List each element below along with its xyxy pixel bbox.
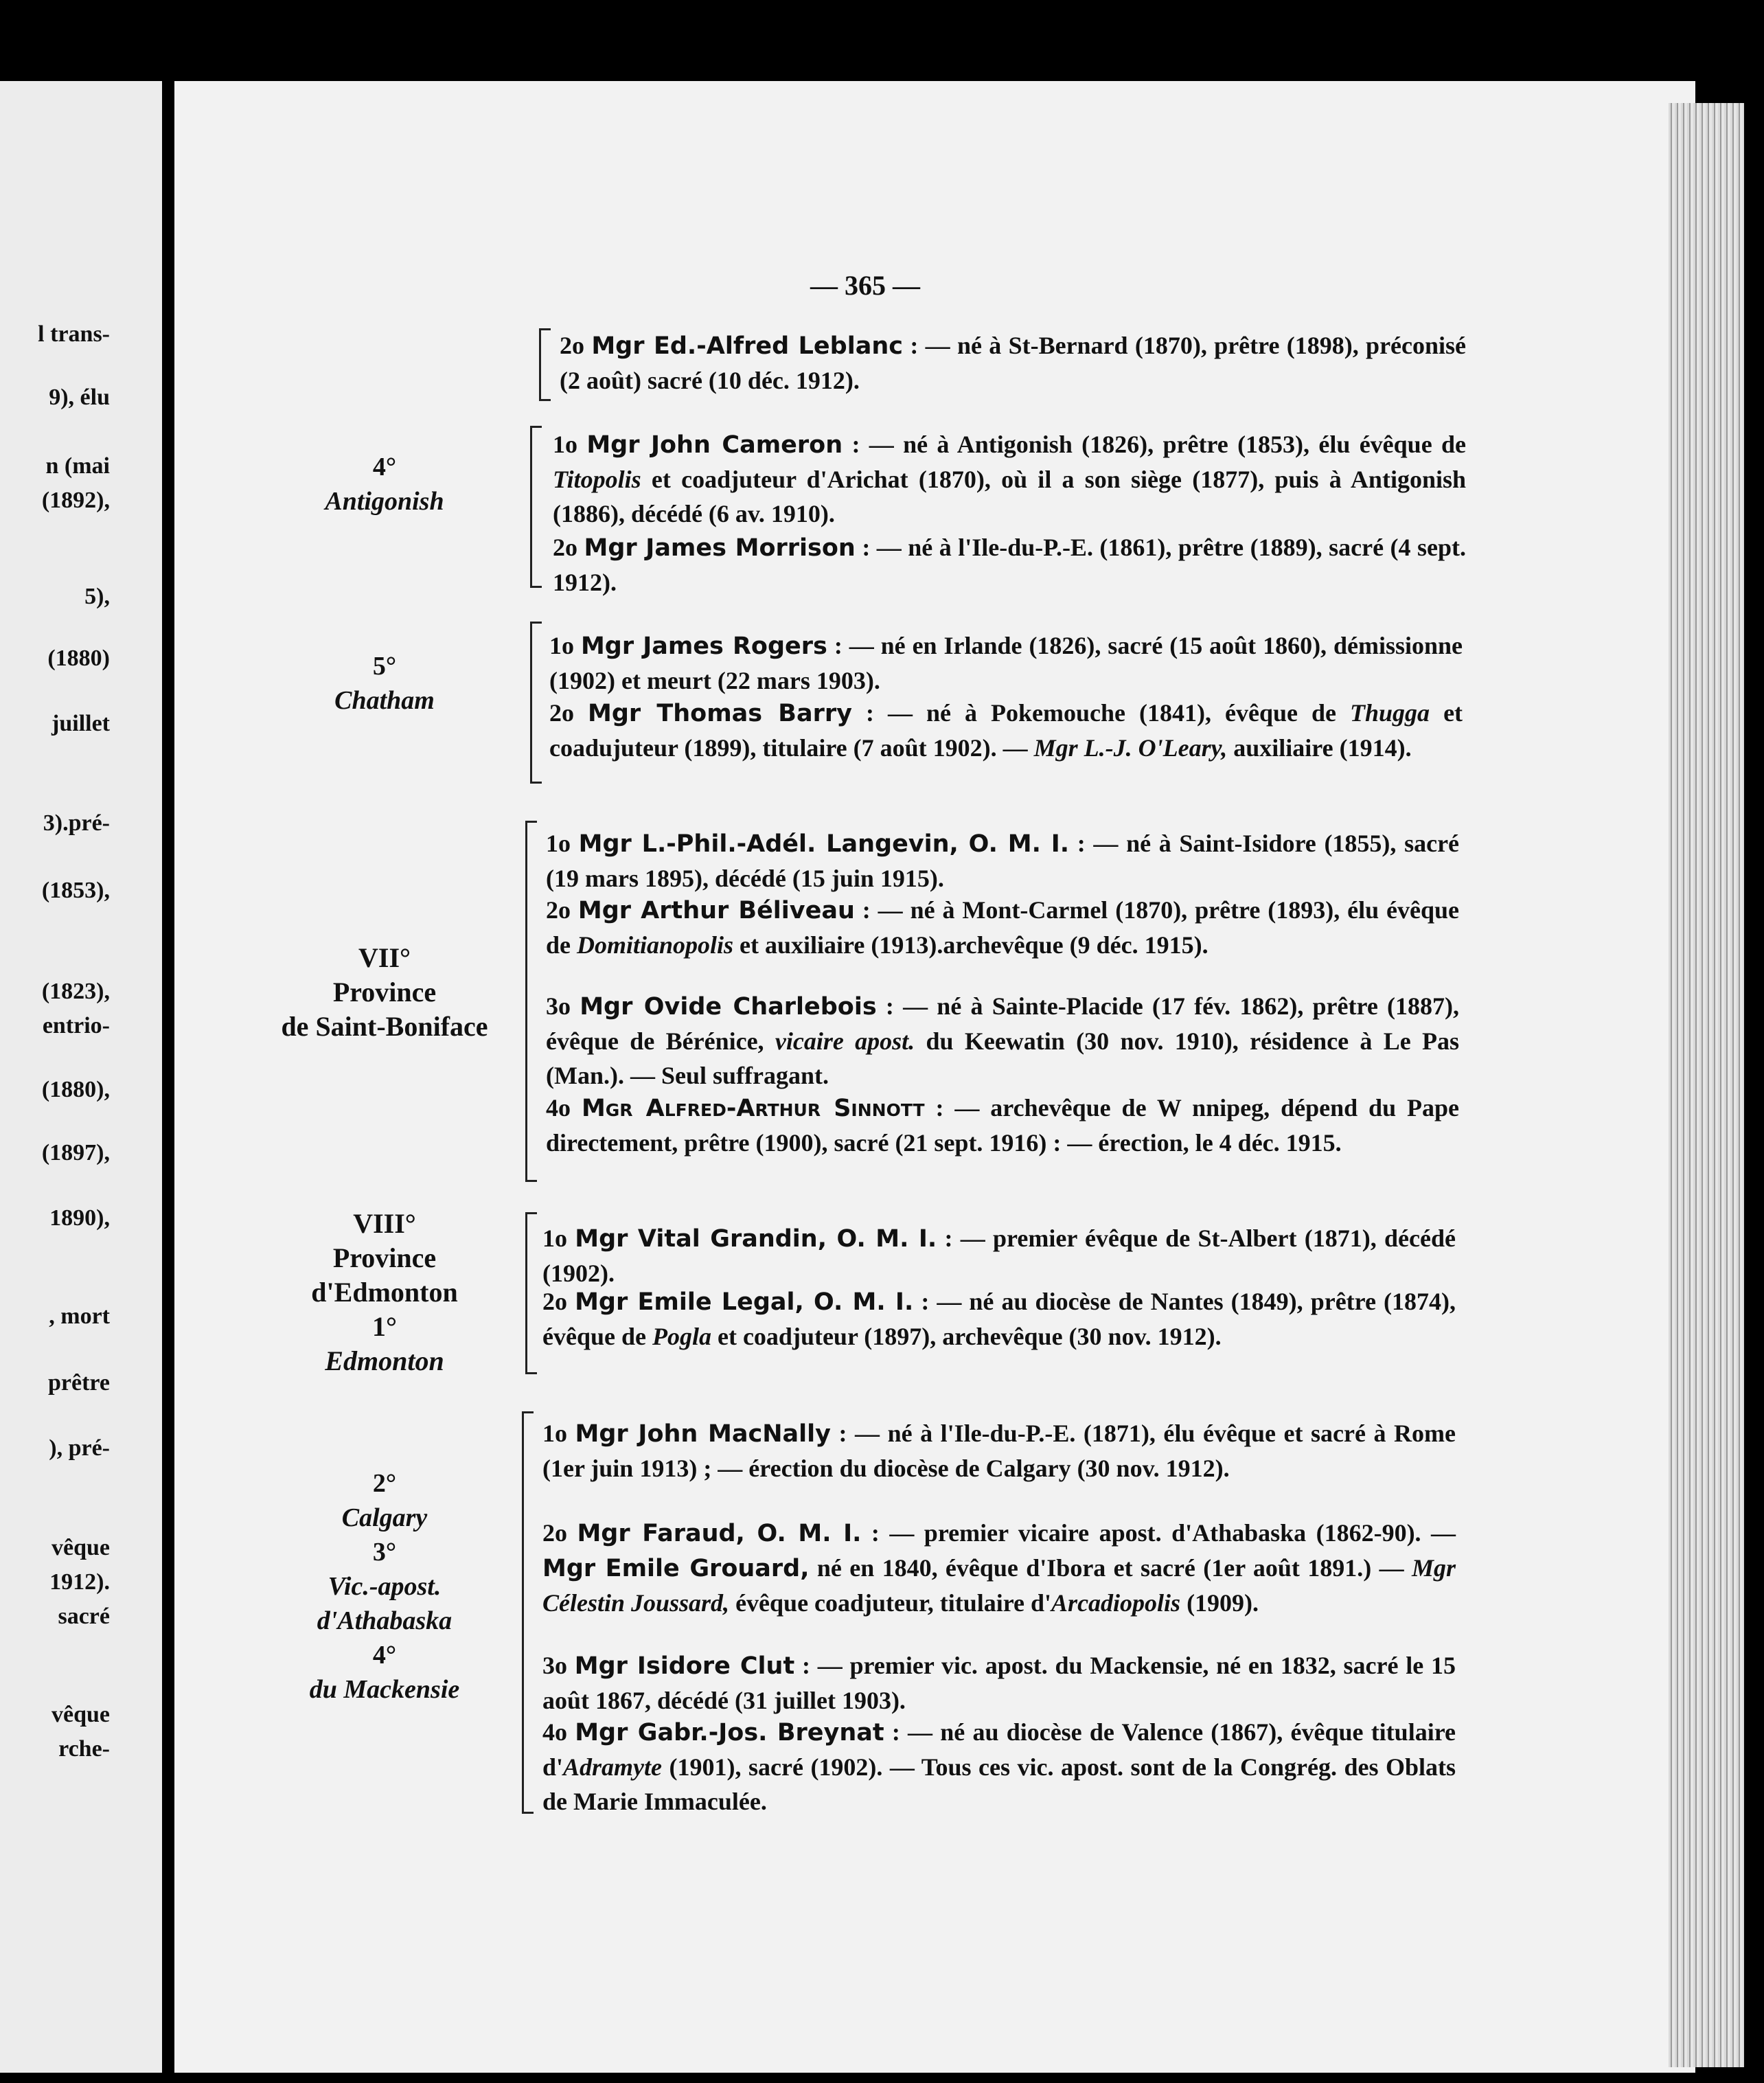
entry-number: 3o	[542, 1652, 567, 1679]
label-l4: Vic.-apost.	[328, 1572, 442, 1601]
prev-page-fragment: (1880),	[41, 1077, 110, 1102]
entry-text: (1909).	[1187, 1589, 1259, 1617]
prev-page-fragment: entrio-	[42, 1013, 110, 1038]
entry-name: Mgr Emile Legal, O. M. I.	[575, 1288, 914, 1316]
entry-name: Mgr Isidore Clut	[574, 1652, 795, 1680]
entry-grandin	[542, 1221, 1456, 1290]
brace	[530, 426, 542, 588]
label-name: Antigonish	[325, 487, 444, 516]
entry-text: (1901), sacré (1902). — Tous ces vic. apost. sont de la Congrég. des Oblats de Marie Immaculée.	[542, 1753, 1456, 1815]
prev-page-fragment: vêque	[51, 1702, 110, 1727]
brace	[525, 1212, 537, 1374]
entry-text: : — né au diocèse de Nantes (1849), prêtre (1874), évêque de	[542, 1288, 1456, 1350]
page-edge	[1669, 103, 1744, 2067]
label-chatham	[206, 649, 563, 718]
entry-text: et coadjuteur (1897), archevêque (30 nov. 1912).	[717, 1323, 1222, 1350]
prev-page-fragment: sacré	[58, 1604, 110, 1629]
entry-number: 1o	[542, 1420, 567, 1447]
entry-number: 2o	[542, 1288, 567, 1315]
label-l7: du Mackensie	[309, 1675, 460, 1704]
entry-sinnott	[546, 1091, 1459, 1160]
entry-number: 2o	[542, 1519, 567, 1547]
prev-page-fragment: 9), élu	[49, 385, 110, 410]
entry-italic: Adramyte	[563, 1753, 663, 1781]
brace	[522, 1411, 534, 1814]
entry-text: : — né à Mont-Carmel (1870), prêtre (1893), élu évêque de	[546, 896, 1460, 959]
label-province: Province	[332, 1242, 437, 1273]
label-l3: 3°	[372, 1538, 397, 1567]
entry-number: 1o	[549, 632, 574, 659]
entry-name: Mgr James Rogers	[580, 633, 827, 660]
prev-page-fragment: (1897),	[41, 1140, 110, 1165]
entry-text: : — né à St-Bernard (1870), prêtre (1898), préconisé (2 août) sacré (10 déc. 1912).	[560, 332, 1467, 394]
prev-page-fragment: 1912).	[49, 1569, 110, 1595]
prev-page-fragment: 3).pré-	[43, 810, 110, 836]
entry-text: né en 1840, évêque d'Ibora et sacré (1er août 1891.) —	[816, 1554, 1404, 1582]
entry-breynat	[542, 1715, 1456, 1819]
brace	[539, 328, 551, 401]
prev-page-fragment: vêque	[51, 1535, 110, 1560]
label-l6: 4°	[372, 1641, 397, 1670]
entry-text: : — premier évêque de St-Albert (1871), décédé (1902).	[542, 1225, 1456, 1287]
entry-number: 2o	[560, 332, 584, 359]
label-sub-name: Edmonton	[325, 1345, 444, 1376]
entry-leblanc	[560, 328, 1466, 398]
label-num: VII°	[358, 942, 411, 973]
entry-number: 4o	[542, 1718, 567, 1746]
entry-name: Mgr Faraud, O. M. I.	[577, 1520, 862, 1547]
entry-text: : — né à l'Ile-du-P.-E. (1871), élu évêque et sacré à Rome (1er juin 1913) ; — érection du diocèse de Calgary (30 nov. 1912).	[542, 1420, 1456, 1482]
entry-name-2: Mgr Emile Grouard,	[542, 1555, 810, 1582]
entry-italic: Domitianopolis	[577, 931, 734, 959]
label-l2: Calgary	[341, 1503, 428, 1532]
prev-page-fragment: (1892),	[41, 488, 110, 513]
entry-text: et coadujuteur (1899), titulaire (7 août 1902). —	[549, 699, 1463, 762]
label-name: Chatham	[334, 686, 435, 715]
label-l1: 2°	[372, 1469, 397, 1498]
entry-text: : — né à Sainte-Placide (17 fév. 1862), prêtre (1887), évêque de Bérénice,	[546, 992, 1459, 1055]
entry-italic: Mgr Célestin Joussard,	[542, 1554, 1456, 1617]
entry-text: : — né en Irlande (1826), sacré (15 août 1860), démissionne (1902) et meurt (22 mars 1903).	[549, 632, 1463, 694]
label-l5: d'Athabaska	[317, 1606, 453, 1635]
prev-page-fragment: ), pré-	[49, 1435, 110, 1461]
entry-name: Mgr L.-Phil.-Adél. Langevin, O. M. I.	[578, 830, 1070, 858]
entry-text: évêque coadjuteur, titulaire d'	[735, 1589, 1052, 1617]
entry-morrison	[553, 530, 1466, 600]
entry-text: : — né à Pokemouche (1841), évêque de	[865, 699, 1336, 727]
prev-page-fragment: n (mai	[45, 453, 110, 479]
prev-page-fragment: juillet	[51, 711, 110, 736]
entry-macnally	[542, 1416, 1456, 1486]
prev-page-fragment: 1890),	[49, 1205, 110, 1231]
entry-text: : — né à l'Ile-du-P.-E. (1861), prêtre (1889), sacré (4 sept. 1912).	[553, 534, 1466, 596]
entry-number: 2o	[546, 896, 571, 924]
label-sub-num: 1°	[372, 1311, 397, 1342]
entry-number: 1o	[542, 1225, 567, 1252]
entry-name: Mgr Thomas Barry	[588, 700, 852, 727]
label-edmonton	[206, 1207, 563, 1378]
entry-italic: Pogla	[652, 1323, 711, 1350]
entry-italic: vicaire apost.	[775, 1027, 915, 1055]
entry-faraud	[542, 1516, 1456, 1620]
entry-italic: Mgr L.-J. O'Leary,	[1033, 734, 1228, 762]
entry-cameron	[553, 427, 1466, 531]
entry-text: : — né au diocèse de Valence (1867), évêque titulaire d'	[542, 1718, 1456, 1781]
entry-text: et coadjuteur d'Arichat (1870), où il a son siège (1877), puis à Antigonish (1886), décédé (6 av. 1910).	[553, 466, 1466, 527]
entry-rogers	[549, 628, 1463, 698]
entry-text: du Keewatin (30 nov. 1910), résidence à Le Pas (Man.). — Seul suffragant.	[546, 1027, 1460, 1089]
entry-number: 1o	[553, 431, 577, 458]
prev-page-fragment: rche-	[58, 1736, 110, 1762]
label-others	[206, 1466, 563, 1707]
prev-page-fragment: , mort	[49, 1304, 110, 1329]
prev-page-fragment: (1880)	[47, 646, 110, 671]
entry-text: : — premier vic. apost. du Mackensie, né en 1832, sacré le 15 août 1867, décédé (31 juillet 1903).	[542, 1652, 1456, 1714]
previous-page-strip	[0, 81, 162, 2073]
entry-italic: Arcadiopolis	[1051, 1589, 1181, 1617]
prev-page-fragment: (1823),	[41, 979, 110, 1004]
entry-name: Mgr Arthur Béliveau	[577, 897, 855, 924]
label-name: d'Edmonton	[311, 1277, 458, 1308]
entry-name: Mgr Ovide Charlebois	[580, 993, 877, 1021]
entry-name: Mgr Vital Grandin, O. M. I.	[575, 1225, 937, 1253]
entry-text: : — né à Antigonish (1826), prêtre (1853), élu évêque de	[851, 431, 1467, 458]
entry-name: Mgr Ed.-Alfred Leblanc	[591, 332, 903, 360]
label-st-boniface	[206, 941, 563, 1044]
brace	[530, 622, 542, 784]
entry-langevin	[546, 826, 1459, 896]
prev-page-fragment: (1853),	[41, 878, 110, 903]
entry-name: Mgr Gabr.-Jos. Breynat	[575, 1719, 884, 1746]
prev-page-fragment: l trans-	[38, 321, 110, 347]
entry-text: et auxiliaire (1913).archevêque (9 déc. 1915).	[740, 931, 1209, 959]
entry-italic: Titopolis	[553, 466, 641, 493]
label-num: 5°	[372, 652, 397, 681]
label-name: de Saint-Boniface	[281, 1011, 488, 1042]
entry-name: Mgr James Morrison	[584, 534, 856, 562]
entry-clut	[542, 1648, 1456, 1718]
prev-page-fragment: prêtre	[48, 1370, 110, 1396]
label-num: 4°	[372, 453, 397, 481]
entry-text: auxiliaire (1914).	[1233, 734, 1412, 762]
entry-barry	[549, 696, 1463, 765]
entry-italic: Thugga	[1350, 699, 1430, 727]
label-num: VIII°	[353, 1208, 416, 1239]
entry-number: 4o	[546, 1094, 571, 1122]
entry-number: 2o	[549, 699, 574, 727]
entry-text: : — premier vicaire apost. d'Athabaska (1862-90). —	[871, 1519, 1456, 1547]
entry-legal	[542, 1284, 1456, 1354]
brace	[525, 821, 537, 1182]
entry-number: 1o	[546, 830, 571, 857]
label-antigonish	[206, 450, 563, 519]
entry-number: 2o	[553, 534, 577, 561]
entry-name: Mgr Alfred-Arthur Sinnott	[581, 1095, 925, 1122]
page-number: — 365 —	[810, 270, 920, 301]
prev-page-fragment: 5),	[84, 584, 110, 609]
entry-name: Mgr John MacNally	[575, 1420, 831, 1448]
entry-beliveau	[546, 893, 1459, 962]
label-province: Province	[332, 977, 437, 1008]
entry-name: Mgr John Cameron	[586, 431, 843, 459]
entry-number: 3o	[546, 992, 571, 1020]
entry-text: : — archevêque de W nnipeg, dépend du Pape directement, prêtre (1900), sacré (21 sept. 1916) : — érection, le 4 déc. 1915.	[546, 1094, 1460, 1157]
entry-text: : — né à Saint-Isidore (1855), sacré (19 mars 1895), décédé (15 juin 1915).	[546, 830, 1460, 892]
entry-charlebois	[546, 989, 1459, 1093]
book-spine	[162, 0, 174, 2083]
